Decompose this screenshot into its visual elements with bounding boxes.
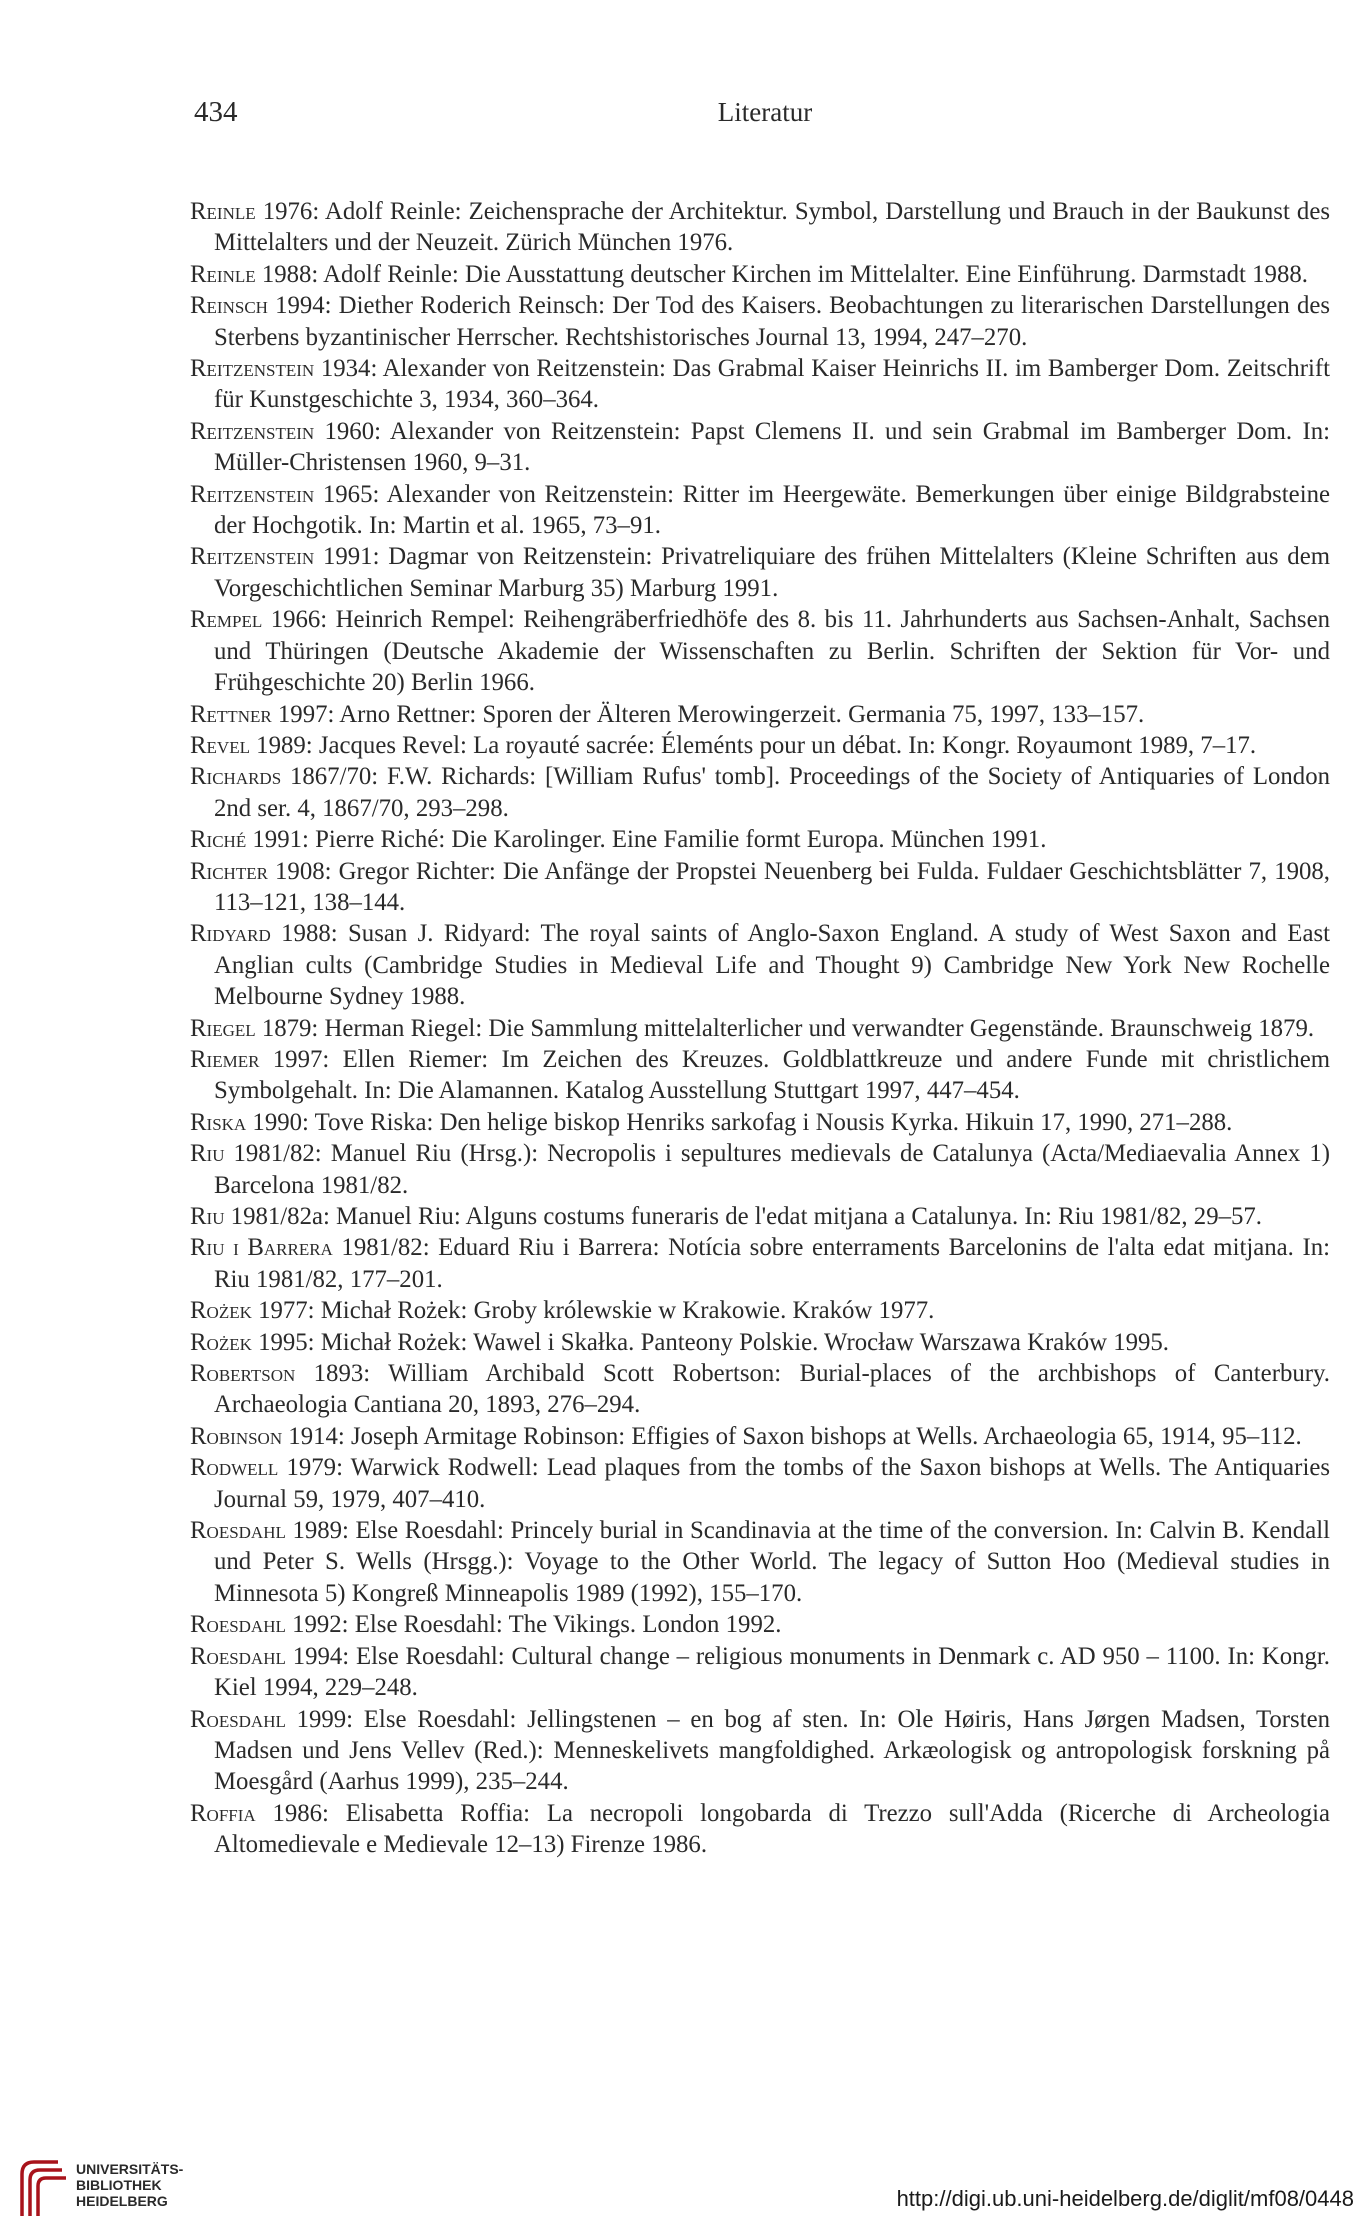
entry-text: 1986: Elisabetta Roffia: La necropoli longobarda di Trezzo sull'Adda (Ricerche di Archeologia Altomedievale e Medievale 12–13) Firenze 1986. xyxy=(214,1799,1330,1859)
entry-author: Revel xyxy=(190,731,250,759)
entry-text: 1908: Gregor Richter: Die Anfänge der Propstei Neuenberg bei Fulda. Fuldaer Geschichtsblätter 7, 1908, 113–121, 138–144. xyxy=(214,857,1330,916)
bibliography-entry xyxy=(190,761,1330,824)
source-url-link[interactable]: http://digi.ub.uni-heidelberg.de/diglit/mf08/0448 xyxy=(896,2186,1354,2211)
entry-author: Riemer xyxy=(190,1045,260,1073)
entry-text: 1989: Jacques Revel: La royauté sacrée: Éleménts pour un débat. In: Kongr. Royaumont 1989, 7–17. xyxy=(249,731,1257,759)
entry-text: 1981/82: Eduard Riu i Barrera: Notícia sobre enterraments Barcelonins de l'alta edat mitjana. In: Riu 1981/82, 177–201. xyxy=(214,1234,1331,1293)
bibliography-entry xyxy=(190,353,1330,416)
entry-text: 1997: Ellen Riemer: Im Zeichen des Kreuzes. Goldblattkreuze und andere Funde mit christlichem Symbolgehalt. In: Die Alamannen. Katalog Ausstellung Stuttgart 1997, 447–454. xyxy=(214,1045,1330,1105)
entry-author: Ridyard xyxy=(190,920,271,948)
bibliography-entry xyxy=(190,1452,1330,1515)
entry-author: Roffia xyxy=(190,1799,256,1827)
running-head: Literatur xyxy=(717,97,813,127)
entry-author: Roesdahl xyxy=(190,1642,286,1670)
entry-author: Reitzenstein xyxy=(190,417,315,445)
entry-text: 1990: Tove Riska: Den helige biskop Henriks sarkofag i Nousis Kyrka. Hikuin 17, 1990, 271–288. xyxy=(246,1108,1233,1136)
entry-author: Riska xyxy=(190,1108,247,1136)
entry-text: 1997: Arno Rettner: Sporen der Älteren Merowingerzeit. Germania 75, 1997, 133–157. xyxy=(271,700,1145,728)
bibliography-entry xyxy=(190,730,1330,761)
entry-text: 1992: Else Roesdahl: The Vikings. London 1992. xyxy=(285,1611,782,1639)
entry-text: 1879: Herman Riegel: Die Sammlung mittelalterlicher und verwandter Gegenstände. Braunschweig 1879. xyxy=(255,1014,1315,1042)
entry-author: Reitzenstein xyxy=(190,543,315,571)
entry-text: 1988: Susan J. Ridyard: The royal saints of Anglo-Saxon England. A study of West Saxon and East Anglian cults (Cambridge Studies in Medieval Life and Thought 9) Cambridge New York New Rochelle Melbourne Sydney 1988. xyxy=(214,920,1330,1011)
bibliography-entry xyxy=(190,1107,1330,1138)
entry-text: 1994: Diether Roderich Reinsch: Der Tod des Kaisers. Beobachtungen zu literarischen Darstellungen des Sterbens byzantinischer Herrscher. Rechtshistorisches Journal 13, 1994, 247–270. xyxy=(214,292,1330,351)
entry-author: Roesdahl xyxy=(190,1705,286,1733)
bibliography-entry xyxy=(190,1013,1330,1044)
bibliography-entry xyxy=(190,1327,1330,1358)
entry-text: 1979: Warwick Rodwell: Lead plaques from the tombs of the Saxon bishops at Wells. The Antiquaries Journal 59, 1979, 407–410. xyxy=(214,1454,1330,1513)
entry-text: 1965: Alexander von Reitzenstein: Ritter im Heergewäte. Bemerkungen über einige Bildgrabsteine der Hochgotik. In: Martin et al. 1965, 73–91. xyxy=(214,480,1330,540)
entry-text: 1976: Adolf Reinle: Zeichensprache der Architektur. Symbol, Darstellung und Brauch in der Baukunst des Mittelalters und der Neuzeit. Zürich München 1976. xyxy=(214,198,1330,257)
entry-text: 1981/82: Manuel Riu (Hrsg.): Necropolis i sepultures medievals de Catalunya (Acta/Mediaevalia Annex 1) Barcelona 1981/82. xyxy=(214,1140,1330,1199)
bibliography-entry xyxy=(190,1421,1330,1452)
entry-author: Riu xyxy=(190,1203,225,1230)
entry-text: 1981/82a: Manuel Riu: Alguns costums funeraris de l'edat mitjana a Catalunya. In: Riu 1981/82, 29–57. xyxy=(224,1203,1262,1230)
entry-text: 1999: Else Roesdahl: Jellingstenen – en bog af sten. In: Ole Høiris, Hans Jørgen Madsen, Torsten Madsen und Jens Vellev (Red.): Menneskelivets mangfoldighed. Arkæologisk og antropologisk forskning på Moesgård (Aarhus 1999), 235–244. xyxy=(214,1705,1330,1796)
entry-text: 1989: Else Roesdahl: Princely burial in Scandinavia at the time of the conversion. In: Calvin B. Kendall und Peter S. Wells (Hrsgg.): Voyage to the Other World. The legacy of Sutton Hoo (Medieval studies in Minnesota 5) Kongreß Minneapolis 1989 (1992), 155–170. xyxy=(214,1517,1330,1607)
entry-text: 1914: Joseph Armitage Robinson: Effigies of Saxon bishops at Wells. Archaeologia 65, 1914, 95–112. xyxy=(282,1422,1302,1450)
bibliography-entry xyxy=(190,1798,1330,1861)
bibliography-entry xyxy=(190,1641,1330,1704)
bibliography-entry xyxy=(190,1232,1330,1295)
bibliography-entry xyxy=(190,259,1330,290)
entry-author: Rodwell xyxy=(190,1454,279,1482)
bibliography-entry xyxy=(190,856,1330,919)
library-logo-icon xyxy=(14,2152,70,2222)
bibliography-entry xyxy=(190,1044,1330,1107)
bibliography-entry xyxy=(190,196,1330,259)
entry-text: 1960: Alexander von Reitzenstein: Papst Clemens II. und sein Grabmal im Bamberger Dom. In: Müller-Christensen 1960, 9–31. xyxy=(214,417,1330,477)
bibliography-entry xyxy=(190,479,1330,542)
bibliography-entry xyxy=(190,1138,1330,1201)
bibliography-entry xyxy=(190,1515,1330,1609)
entry-author: Reinle xyxy=(190,260,256,288)
library-name xyxy=(76,2161,183,2209)
entry-author: Riegel xyxy=(190,1014,256,1042)
entry-author: Roesdahl xyxy=(190,1611,286,1639)
entry-author: Riché xyxy=(190,826,247,854)
entry-author: Rożek xyxy=(190,1297,252,1325)
entry-text: 1988: Adolf Reinle: Die Ausstattung deutscher Kirchen im Mittelalter. Eine Einführung. Darmstadt 1988. xyxy=(255,260,1308,288)
bibliography-entry xyxy=(190,541,1330,604)
entry-author: Rempel xyxy=(190,606,263,634)
entry-author: Richter xyxy=(190,857,268,885)
entry-author: Roesdahl xyxy=(190,1517,286,1545)
entry-text: 1966: Heinrich Rempel: Reihengräberfriedhöfe des 8. bis 11. Jahrhunderts aus Sachsen-Anhalt, Sachsen und Thüringen (Deutsche Akademie der Wissenschaften zu Berlin. Schriften der Sektion für Vor- und Frühgeschichte 20) Berlin 1966. xyxy=(214,606,1330,697)
bibliography-entry xyxy=(190,1609,1330,1640)
entry-author: Reinle xyxy=(190,198,256,225)
bibliography-entry xyxy=(190,1201,1330,1232)
bibliography-entry xyxy=(190,699,1330,730)
entry-text: 1893: William Archibald Scott Robertson: Burial-places of the archbishops of Canterbury. Archaeologia Cantiana 20, 1893, 276–294. xyxy=(214,1360,1330,1419)
library-name-line: HEIDELBERG xyxy=(76,2193,168,2209)
entry-text: 1991: Pierre Riché: Die Karolinger. Eine Familie formt Europa. München 1991. xyxy=(246,826,1047,854)
entry-text: 1994: Else Roesdahl: Cultural change – religious monuments in Denmark c. AD 950 – 1100. In: Kongr. Kiel 1994, 229–248. xyxy=(214,1642,1330,1702)
bibliography-entry xyxy=(190,918,1330,1012)
entry-author: Riu xyxy=(190,1140,225,1168)
entry-author: Reitzenstein xyxy=(190,480,315,508)
bibliography-entry xyxy=(190,824,1330,855)
bibliography-entry xyxy=(190,604,1330,698)
bibliography-list xyxy=(190,196,1330,1861)
entry-author: Reinsch xyxy=(190,292,268,320)
library-name-line: BIBLIOTHEK xyxy=(76,2177,162,2193)
entry-text: 1867/70: F.W. Richards: [William Rufus' tomb]. Proceedings of the Society of Antiquaries of London 2nd ser. 4, 1867/70, 293–298. xyxy=(214,763,1330,822)
entry-author: Riu i Barrera xyxy=(190,1234,333,1262)
bibliography-entry xyxy=(190,416,1330,479)
entry-text: 1991: Dagmar von Reitzenstein: Privatreliquiare des frühen Mittelalters (Kleine Schriften aus dem Vorgeschichtlichen Seminar Marburg 35) Marburg 1991. xyxy=(214,543,1330,602)
entry-author: Richards xyxy=(190,763,282,791)
entry-author: Reitzenstein xyxy=(190,355,315,383)
entry-author: Rettner xyxy=(190,700,272,728)
entry-author: Rożek xyxy=(190,1328,252,1356)
entry-text: 1977: Michał Rożek: Groby królewskie w Krakowie. Kraków 1977. xyxy=(251,1297,935,1325)
bibliography-entry xyxy=(190,1358,1330,1421)
library-name-line: UNIVERSITÄTS- xyxy=(76,2161,184,2177)
bibliography-entry xyxy=(190,290,1330,353)
entry-author: Robinson xyxy=(190,1422,283,1450)
bibliography-entry xyxy=(190,1704,1330,1798)
entry-author: Robertson xyxy=(190,1360,296,1388)
page-number: 434 xyxy=(194,96,238,128)
entry-text: 1995: Michał Rożek: Wawel i Skałka. Panteony Polskie. Wrocław Warszawa Kraków 1995. xyxy=(251,1328,1169,1356)
bibliography-entry xyxy=(190,1295,1330,1326)
entry-text: 1934: Alexander von Reitzenstein: Das Grabmal Kaiser Heinrichs II. im Bamberger Dom. Zeitschrift für Kunstgeschichte 3, 1934, 360–364. xyxy=(214,355,1330,414)
